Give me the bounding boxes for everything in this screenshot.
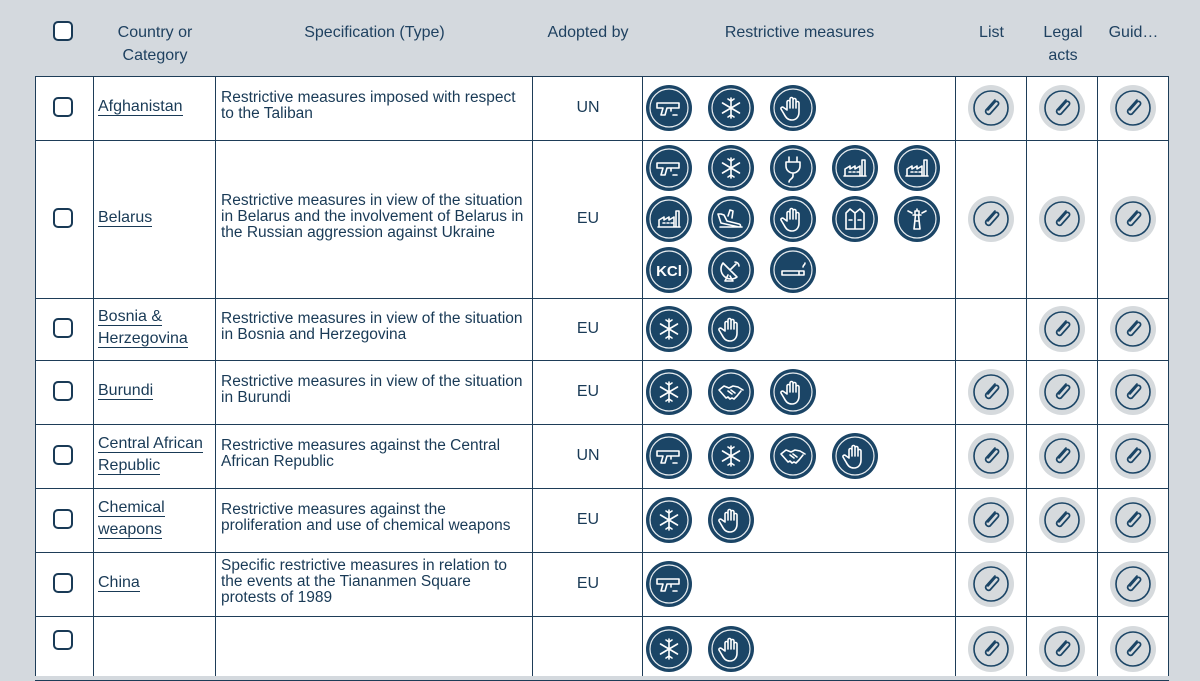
row-checkbox[interactable] [53,573,73,593]
paperclip-icon[interactable] [1110,433,1156,479]
table-header [0,0,1200,77]
col-header-list[interactable]: List [979,24,1004,41]
gun-icon[interactable] [646,145,692,191]
hand-stop-icon[interactable] [708,497,754,543]
col-header-measures[interactable]: Restrictive measures [724,24,875,41]
paperclip-icon[interactable] [1110,497,1156,543]
country-link-text[interactable]: Burundi [98,382,154,399]
hand-stop-icon[interactable] [770,369,816,415]
gun-icon[interactable] [646,85,692,131]
gun-icon[interactable] [646,433,692,479]
paperclip-icon[interactable] [1039,85,1085,131]
adopted-by-text: EU [576,383,600,400]
country-link-text[interactable]: China [98,574,140,591]
country-link[interactable] [98,433,206,477]
row-divider [35,488,1169,489]
vest-icon[interactable] [832,196,878,242]
snowflake-icon[interactable] [708,433,754,479]
handshake-icon[interactable] [770,433,816,479]
col-header-country[interactable]: Country or Category [117,24,193,64]
col-header-adopted[interactable]: Adopted by [547,24,629,41]
svg-text:KCl: KCl [656,263,682,280]
factory-icon[interactable] [646,196,692,242]
paperclip-icon[interactable] [968,196,1014,242]
row-divider [35,76,1169,77]
lighthouse-icon[interactable] [894,196,940,242]
row-checkbox[interactable] [53,509,73,529]
hand-stop-icon[interactable] [708,626,754,672]
row-checkbox[interactable] [53,445,73,465]
country-link[interactable] [98,207,206,229]
paperclip-icon[interactable] [968,626,1014,672]
snowflake-icon[interactable] [708,85,754,131]
row-checkbox[interactable] [53,208,73,228]
factory-icon[interactable] [894,145,940,191]
snowflake-icon[interactable] [646,626,692,672]
paperclip-icon[interactable] [1039,433,1085,479]
column-divider [1168,76,1169,676]
row-divider [35,424,1169,425]
adopted-by-text: UN [576,447,600,464]
paperclip-icon[interactable] [1110,85,1156,131]
col-header-guid[interactable]: Guid… [1108,24,1159,41]
country-link-text[interactable]: Belarus [98,209,153,226]
row-checkbox[interactable] [53,630,73,650]
adopted-by-text: EU [576,511,600,528]
plug-icon[interactable] [770,145,816,191]
row-checkbox[interactable] [53,97,73,117]
country-link[interactable] [98,96,206,118]
row-divider [35,298,1169,299]
gun-icon[interactable] [646,561,692,607]
paperclip-icon[interactable] [968,433,1014,479]
column-divider [35,76,36,676]
column-divider [1026,76,1027,676]
row-divider [35,360,1169,361]
factory-icon[interactable] [832,145,878,191]
paperclip-icon[interactable] [1039,626,1085,672]
row-divider [35,140,1169,141]
adopted-by-text: EU [576,320,600,337]
specification-text: Restrictive measures against the Central African Republic [221,437,501,470]
snowflake-icon[interactable] [646,369,692,415]
country-link-text[interactable]: Bosnia & Herzegovina [98,308,188,347]
hand-stop-icon[interactable] [708,306,754,352]
specification-text: Restrictive measures against the proliferation and use of chemical weapons [221,501,511,534]
kcl-icon[interactable] [646,247,692,293]
adopted-by-text: UN [576,99,600,116]
adopted-by-text: EU [576,575,600,592]
paperclip-icon[interactable] [1039,497,1085,543]
snowflake-icon[interactable] [646,497,692,543]
paperclip-icon[interactable] [1039,306,1085,352]
column-divider [1097,76,1098,676]
column-divider [955,76,956,676]
satellite-dish-icon[interactable] [708,247,754,293]
paperclip-icon[interactable] [1110,626,1156,672]
hand-stop-icon[interactable] [770,85,816,131]
cigarette-icon[interactable] [770,247,816,293]
paperclip-icon[interactable] [968,497,1014,543]
col-header-legal[interactable]: Legal acts [1043,24,1083,64]
column-divider [93,76,94,676]
hand-stop-icon[interactable] [770,196,816,242]
specification-text: Specific restrictive measures in relation to the events at the Tiananmen Square protests of 1989 [221,557,508,606]
paperclip-icon[interactable] [1039,369,1085,415]
row-divider [35,552,1169,553]
hand-stop-icon[interactable] [832,433,878,479]
paperclip-icon[interactable] [968,369,1014,415]
paperclip-icon[interactable] [1110,369,1156,415]
country-link[interactable] [98,572,206,594]
country-link[interactable] [98,306,206,350]
paperclip-icon[interactable] [1110,196,1156,242]
row-checkbox[interactable] [53,381,73,401]
row-divider [35,616,1169,617]
snowflake-icon[interactable] [708,145,754,191]
adopted-by-text: EU [576,210,600,227]
specification-text: Restrictive measures in view of the situation in Belarus and the involvement of Belarus in the Russian aggression against Ukraine [221,192,524,241]
country-link[interactable] [98,497,206,541]
paperclip-icon[interactable] [968,85,1014,131]
country-link-text[interactable]: Afghanistan [98,98,183,115]
country-link-text[interactable]: Chemical weapons [98,499,165,538]
paperclip-icon[interactable] [968,561,1014,607]
plane-landing-icon[interactable] [708,196,754,242]
specification-text: Restrictive measures in view of the situation in Burundi [221,373,523,406]
country-link[interactable] [98,380,206,402]
paperclip-icon[interactable] [1110,561,1156,607]
col-header-spec[interactable]: Specification (Type) [304,24,445,41]
specification-text: Restrictive measures imposed with respect to the Taliban [221,89,516,122]
specification-text: Restrictive measures in view of the situation in Bosnia and Herzegovina [221,310,523,343]
paperclip-icon[interactable] [1110,306,1156,352]
paperclip-icon[interactable] [1039,196,1085,242]
snowflake-icon[interactable] [646,306,692,352]
country-link-text[interactable]: Central African Republic [98,435,203,474]
row-checkbox[interactable] [53,318,73,338]
select-all-checkbox[interactable] [53,21,73,41]
column-divider [215,76,216,676]
handshake-icon[interactable] [708,369,754,415]
